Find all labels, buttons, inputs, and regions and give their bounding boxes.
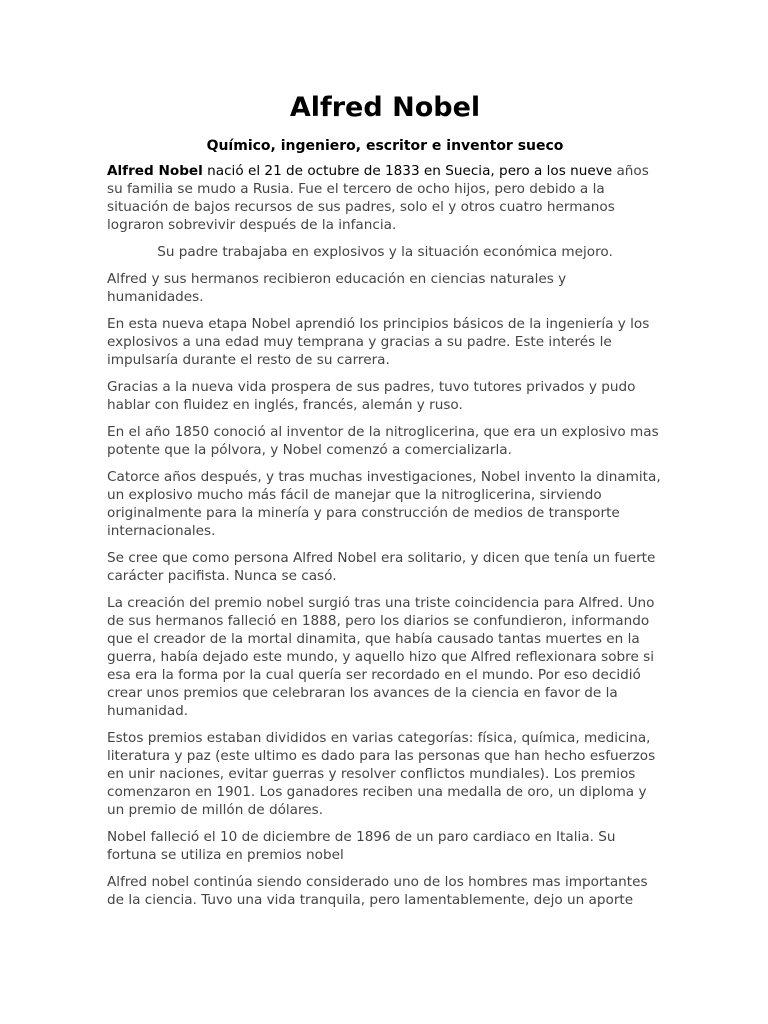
- paragraph-death: Nobel falleció el 10 de diciembre de 1896 de un paro cardiaco en Italia. Su fortuna se utiliza en premios nobel: [107, 829, 616, 863]
- paragraph-dynamite: Catorce años después, y tras muchas investigaciones, Nobel invento la dinamita, un explosivo mucho más fácil de manejar que la nitroglicerina, sirviendo originalmente para la minería y para construcción de medios de transporte internacionales.: [107, 469, 661, 539]
- document-subtitle: Químico, ingeniero, escritor e inventor sueco: [206, 138, 564, 154]
- paragraph-personality: Se cree que como persona Alfred Nobel era solitario, y dicen que tenía un fuerte carácter pacifista. Nunca se casó.: [107, 550, 656, 584]
- intro-paragraph: [107, 162, 663, 234]
- paragraph-legacy: Alfred nobel continúa siendo considerado uno de los hombres mas importantes de la ciencia. Tuvo una vida tranquila, pero lamentablemente, dejo un aporte: [107, 874, 648, 908]
- intro-text-part1: nació el 21 de octubre de 1833 en Suecia, pero a los nueve: [202, 163, 613, 179]
- paragraph-nitroglycerin: En el año 1850 conoció al inventor de la nitroglicerina, que era un explosivo mas potente que la pólvora, y Nobel comenzó a comercializarla.: [107, 424, 659, 458]
- paragraph-prize-origin: La creación del premio nobel surgió tras una triste coincidencia para Alfred. Uno de sus hermanos falleció en 1888, pero los diarios se confundieron, informando que el creador de la mortal dinamita, que había causado tantas muertes en la guerra, había dejado este mundo, y aquello hizo que Alfred reflexionara sobre si esa era la forma por la cual quería ser recordado en el mundo. Por eso decidió crear unos premios que celebraran los avances de la ciencia en favor de la humanidad.: [107, 595, 655, 719]
- paragraph-father: Su padre trabajaba en explosivos y la situación económica mejoro.: [157, 244, 613, 260]
- intro-text-part2: años su familia se mudo a Rusia. Fue el tercero de ocho hijos, pero debido a la situación de bajos recursos de sus padres, solo el y otros cuatro hermanos lograron sobrevivir después de la infancia.: [107, 163, 649, 233]
- paragraph-languages: Gracias a la nueva vida prospera de sus padres, tuvo tutores privados y pudo hablar con fluidez en inglés, francés, alemán y ruso.: [107, 379, 636, 413]
- document-page: [107, 88, 663, 924]
- intro-name: Alfred Nobel: [107, 163, 203, 179]
- paragraph-engineering: En esta nueva etapa Nobel aprendió los principios básicos de la ingeniería y los explosivos a una edad muy temprana y gracias a su padre. Este interés le impulsaría durante el resto de su carrera.: [107, 316, 650, 368]
- paragraph-education: Alfred y sus hermanos recibieron educación en ciencias naturales y humanidades.: [107, 271, 567, 305]
- paragraph-prize-categories: Estos premios estaban divididos en varias categorías: física, química, medicina, literatura y paz (este ultimo es dado para las personas que han hecho esfuerzos en unir naciones, evitar guerras y resolver conflictos mundiales). Los premios comenzaron en 1901. Los ganadores reciben una medalla de oro, un diploma y un premio de millón de dólares.: [107, 730, 656, 818]
- document-title: Alfred Nobel: [289, 92, 481, 123]
